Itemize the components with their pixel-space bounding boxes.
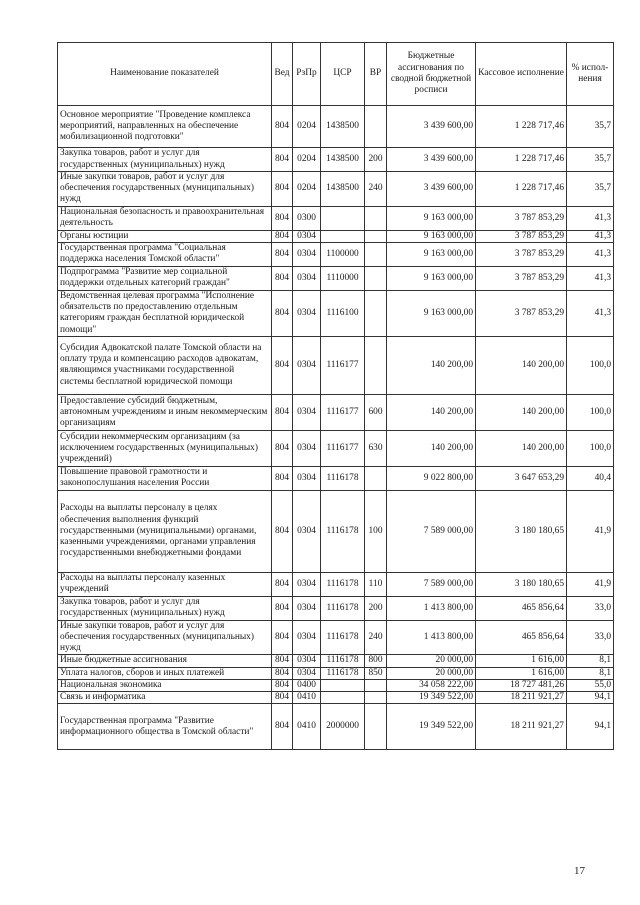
row-vr — [365, 679, 387, 691]
row-rzpr: 0304 — [293, 596, 321, 620]
row-csr — [321, 692, 365, 704]
row-fact: 140 200,00 — [476, 336, 567, 394]
row-name: Государственная программа "Развитие информационного общества в Томской области" — [58, 704, 272, 750]
row-ved: 804 — [272, 148, 293, 172]
row-rzpr: 0304 — [293, 620, 321, 655]
row-fact: 18 211 921,27 — [476, 704, 567, 750]
row-vr — [365, 336, 387, 394]
row-plan: 9 022 800,00 — [387, 466, 476, 490]
table-row — [58, 290, 614, 336]
row-fact: 3 180 180,65 — [476, 572, 567, 596]
row-plan: 140 200,00 — [387, 394, 476, 430]
row-pct: 8,1 — [567, 655, 614, 667]
table-row — [58, 490, 614, 572]
row-plan: 34 058 222,00 — [387, 679, 476, 691]
row-vr: 240 — [365, 620, 387, 655]
row-ved: 804 — [272, 679, 293, 691]
row-vr — [365, 230, 387, 242]
row-vr — [365, 106, 387, 148]
row-rzpr: 0410 — [293, 704, 321, 750]
row-name: Субсидия Адвокатской палате Томской области на оплату труда и компенсацию расходов адвокатам, являющимся участниками государственной системы бесплатной юридической помощи — [58, 336, 272, 394]
row-pct: 35,7 — [567, 148, 614, 172]
row-vr — [365, 692, 387, 704]
row-name: Закупка товаров, работ и услуг для государственных (муниципальных) нужд — [58, 596, 272, 620]
row-ved: 804 — [272, 336, 293, 394]
row-plan: 9 163 000,00 — [387, 266, 476, 290]
row-rzpr: 0204 — [293, 172, 321, 207]
row-pct: 41,3 — [567, 242, 614, 266]
table-row — [58, 242, 614, 266]
row-rzpr: 0304 — [293, 490, 321, 572]
row-ved: 804 — [272, 466, 293, 490]
budget-execution-table — [57, 42, 614, 750]
row-pct: 55,0 — [567, 679, 614, 691]
row-name: Органы юстиции — [58, 230, 272, 242]
row-plan: 9 163 000,00 — [387, 290, 476, 336]
row-ved: 804 — [272, 490, 293, 572]
row-vr: 200 — [365, 596, 387, 620]
row-name: Иные закупки товаров, работ и услуг для обеспечения государственных (муниципальных) нужд — [58, 620, 272, 655]
table-row — [58, 655, 614, 667]
row-vr — [365, 206, 387, 230]
row-csr: 1438500 — [321, 172, 365, 207]
table-row — [58, 430, 614, 466]
row-fact: 1 228 717,46 — [476, 172, 567, 207]
table-row — [58, 230, 614, 242]
row-ved: 804 — [272, 572, 293, 596]
table-body — [58, 106, 614, 750]
row-ved: 804 — [272, 596, 293, 620]
row-plan: 9 163 000,00 — [387, 206, 476, 230]
row-plan: 7 589 000,00 — [387, 572, 476, 596]
header-pct: % испол-нения — [567, 43, 614, 106]
row-csr: 1116178 — [321, 620, 365, 655]
row-csr: 1116177 — [321, 430, 365, 466]
row-csr: 1116178 — [321, 596, 365, 620]
row-vr: 240 — [365, 172, 387, 207]
row-pct: 100,0 — [567, 394, 614, 430]
row-name: Основное мероприятие "Проведение комплекса мероприятий, направленных на обеспечение мобилизационной подготовки" — [58, 106, 272, 148]
row-vr — [365, 266, 387, 290]
row-pct: 41,3 — [567, 230, 614, 242]
table-header-row — [58, 43, 614, 106]
row-fact: 18 211 921,27 — [476, 692, 567, 704]
row-rzpr: 0304 — [293, 466, 321, 490]
row-csr: 1116178 — [321, 490, 365, 572]
table-row — [58, 172, 614, 207]
row-fact: 465 856,64 — [476, 620, 567, 655]
row-name: Предоставление субсидий бюджетным, автономным учреждениям и иным некоммерческим организациям — [58, 394, 272, 430]
row-rzpr: 0204 — [293, 148, 321, 172]
row-rzpr: 0304 — [293, 290, 321, 336]
row-plan: 3 439 600,00 — [387, 148, 476, 172]
row-fact: 1 228 717,46 — [476, 106, 567, 148]
row-name: Ведомственная целевая программа "Исполнение обязательств по предоставлению отдельным категориям граждан бесплатной юридической помощи" — [58, 290, 272, 336]
table-row — [58, 692, 614, 704]
row-name: Уплата налогов, сборов и иных платежей — [58, 667, 272, 679]
row-pct: 41,3 — [567, 290, 614, 336]
row-ved: 804 — [272, 620, 293, 655]
table-row — [58, 704, 614, 750]
row-plan: 9 163 000,00 — [387, 230, 476, 242]
row-rzpr: 0304 — [293, 266, 321, 290]
row-vr — [365, 704, 387, 750]
header-ved: Вед — [272, 43, 293, 106]
row-fact: 465 856,64 — [476, 596, 567, 620]
row-csr: 1100000 — [321, 242, 365, 266]
row-fact: 18 727 481,26 — [476, 679, 567, 691]
table-row — [58, 394, 614, 430]
header-rzpr: РзПр — [293, 43, 321, 106]
header-plan: Бюджетные ассигнования по сводной бюджетной росписи — [387, 43, 476, 106]
row-fact: 3 787 853,29 — [476, 242, 567, 266]
row-vr: 850 — [365, 667, 387, 679]
row-ved: 804 — [272, 394, 293, 430]
row-name: Повышение правовой грамотности и законопослушания населения России — [58, 466, 272, 490]
row-name: Иные бюджетные ассигнования — [58, 655, 272, 667]
row-pct: 35,7 — [567, 172, 614, 207]
row-rzpr: 0304 — [293, 336, 321, 394]
row-vr: 600 — [365, 394, 387, 430]
row-name: Подпрограмма "Развитие мер социальной поддержки отдельных категорий граждан" — [58, 266, 272, 290]
row-fact: 140 200,00 — [476, 394, 567, 430]
row-pct: 100,0 — [567, 336, 614, 394]
row-ved: 804 — [272, 266, 293, 290]
row-fact: 3 787 853,29 — [476, 290, 567, 336]
table-row — [58, 679, 614, 691]
table-row — [58, 596, 614, 620]
row-plan: 19 349 522,00 — [387, 692, 476, 704]
header-name: Наименование показателей — [58, 43, 272, 106]
row-csr — [321, 206, 365, 230]
row-csr — [321, 679, 365, 691]
row-csr: 1116177 — [321, 394, 365, 430]
row-csr: 1116177 — [321, 336, 365, 394]
row-ved: 804 — [272, 290, 293, 336]
row-rzpr: 0304 — [293, 394, 321, 430]
table-row — [58, 106, 614, 148]
row-csr: 1438500 — [321, 148, 365, 172]
row-fact: 3 180 180,65 — [476, 490, 567, 572]
row-rzpr: 0304 — [293, 230, 321, 242]
row-plan: 9 163 000,00 — [387, 242, 476, 266]
row-fact: 3 787 853,29 — [476, 266, 567, 290]
row-ved: 804 — [272, 242, 293, 266]
row-ved: 804 — [272, 172, 293, 207]
row-ved: 804 — [272, 655, 293, 667]
row-pct: 33,0 — [567, 620, 614, 655]
row-rzpr: 0304 — [293, 572, 321, 596]
row-fact: 3 787 853,29 — [476, 230, 567, 242]
row-name: Связь и информатика — [58, 692, 272, 704]
row-rzpr: 0304 — [293, 655, 321, 667]
row-ved: 804 — [272, 704, 293, 750]
row-plan: 140 200,00 — [387, 336, 476, 394]
row-rzpr: 0204 — [293, 106, 321, 148]
row-ved: 804 — [272, 106, 293, 148]
row-plan: 7 589 000,00 — [387, 490, 476, 572]
row-rzpr: 0400 — [293, 679, 321, 691]
row-pct: 35,7 — [567, 106, 614, 148]
row-rzpr: 0304 — [293, 667, 321, 679]
row-vr — [365, 466, 387, 490]
row-csr: 1438500 — [321, 106, 365, 148]
row-csr: 1116178 — [321, 572, 365, 596]
table-row — [58, 572, 614, 596]
row-ved: 804 — [272, 206, 293, 230]
table-row — [58, 620, 614, 655]
row-csr: 1116178 — [321, 466, 365, 490]
row-vr: 800 — [365, 655, 387, 667]
row-name: Расходы на выплаты персоналу казенных учреждений — [58, 572, 272, 596]
row-csr: 1116178 — [321, 667, 365, 679]
row-plan: 20 000,00 — [387, 655, 476, 667]
row-name: Закупка товаров, работ и услуг для государственных (муниципальных) нужд — [58, 148, 272, 172]
row-fact: 1 616,00 — [476, 655, 567, 667]
row-fact: 3 647 653,29 — [476, 466, 567, 490]
row-plan: 19 349 522,00 — [387, 704, 476, 750]
row-pct: 94,1 — [567, 692, 614, 704]
row-vr: 100 — [365, 490, 387, 572]
row-csr: 1116178 — [321, 655, 365, 667]
row-csr — [321, 230, 365, 242]
row-plan: 1 413 800,00 — [387, 596, 476, 620]
row-csr: 1110000 — [321, 266, 365, 290]
row-ved: 804 — [272, 230, 293, 242]
row-name: Расходы на выплаты персоналу в целях обеспечения выполнения функций государственными (муниципальными) органами, казенными учреждениями, органами управления государственными внебюджетными фондами — [58, 490, 272, 572]
header-fact: Кассовое исполнение — [476, 43, 567, 106]
table-row — [58, 336, 614, 394]
row-pct: 94,1 — [567, 704, 614, 750]
table-row — [58, 148, 614, 172]
row-plan: 3 439 600,00 — [387, 106, 476, 148]
row-plan: 20 000,00 — [387, 667, 476, 679]
row-name: Иные закупки товаров, работ и услуг для обеспечения государственных (муниципальных) нужд — [58, 172, 272, 207]
row-fact: 140 200,00 — [476, 430, 567, 466]
header-csr: ЦСР — [321, 43, 365, 106]
row-name: Национальная безопасность и правоохранительная деятельность — [58, 206, 272, 230]
header-vr: ВР — [365, 43, 387, 106]
row-rzpr: 0300 — [293, 206, 321, 230]
row-fact: 3 787 853,29 — [476, 206, 567, 230]
row-pct: 40,4 — [567, 466, 614, 490]
row-plan: 140 200,00 — [387, 430, 476, 466]
row-pct: 41,3 — [567, 206, 614, 230]
table-row — [58, 206, 614, 230]
row-csr: 1116100 — [321, 290, 365, 336]
row-vr: 200 — [365, 148, 387, 172]
row-vr — [365, 290, 387, 336]
row-rzpr: 0304 — [293, 242, 321, 266]
row-pct: 33,0 — [567, 596, 614, 620]
table-row — [58, 667, 614, 679]
row-name: Государственная программа "Социальная поддержка населения Томской области" — [58, 242, 272, 266]
row-ved: 804 — [272, 667, 293, 679]
row-fact: 1 228 717,46 — [476, 148, 567, 172]
row-csr: 2000000 — [321, 704, 365, 750]
row-pct: 41,3 — [567, 266, 614, 290]
row-name: Национальная экономика — [58, 679, 272, 691]
row-plan: 1 413 800,00 — [387, 620, 476, 655]
row-vr: 630 — [365, 430, 387, 466]
row-pct: 41,9 — [567, 490, 614, 572]
row-fact: 1 616,00 — [476, 667, 567, 679]
row-vr: 110 — [365, 572, 387, 596]
row-pct: 8,1 — [567, 667, 614, 679]
page-number: 17 — [574, 865, 585, 877]
row-name: Субсидии некоммерческим организациям (за исключением государственных (муниципальных) учреждений) — [58, 430, 272, 466]
row-ved: 804 — [272, 692, 293, 704]
row-rzpr: 0410 — [293, 692, 321, 704]
row-rzpr: 0304 — [293, 430, 321, 466]
row-pct: 41,9 — [567, 572, 614, 596]
row-plan: 3 439 600,00 — [387, 172, 476, 207]
table-row — [58, 266, 614, 290]
row-ved: 804 — [272, 430, 293, 466]
table-row — [58, 466, 614, 490]
row-vr — [365, 242, 387, 266]
row-pct: 100,0 — [567, 430, 614, 466]
